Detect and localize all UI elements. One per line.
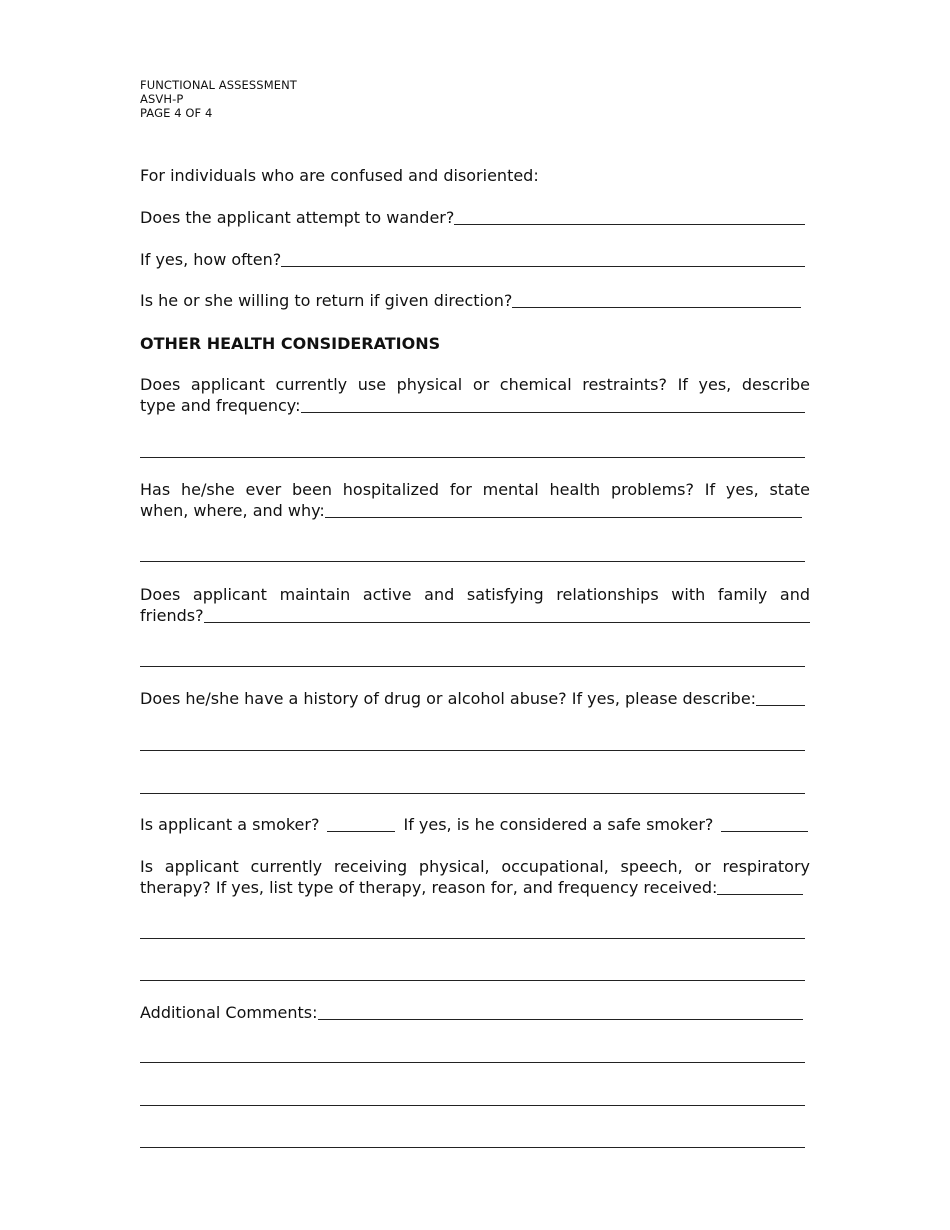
drug-extra-line-2[interactable] — [140, 792, 805, 794]
hospital-question-line2 — [140, 500, 802, 521]
return-label: Is he or she willing to return if given direction? — [140, 291, 513, 310]
drug-question — [140, 688, 805, 709]
form-header — [140, 78, 297, 120]
comments-extra-line-2[interactable] — [140, 1104, 805, 1106]
therapy-question-line2 — [140, 877, 803, 898]
therapy-extra-line-1[interactable] — [140, 937, 805, 939]
smoker-answer-field[interactable] — [327, 815, 395, 832]
smoker-question — [140, 814, 808, 835]
drug-extra-line-1[interactable] — [140, 749, 805, 751]
section-heading: OTHER HEALTH CONSIDERATIONS — [140, 334, 441, 353]
safe-smoker-answer-field[interactable] — [721, 815, 808, 832]
restraints-extra-line[interactable] — [140, 456, 805, 458]
wander-question — [140, 207, 805, 228]
restraints-question-line1: Does applicant currently use physical or chemical restraints? If yes, describe — [140, 375, 810, 394]
how-often-label: If yes, how often? — [140, 250, 282, 269]
comments-answer-field[interactable] — [318, 1003, 803, 1020]
therapy-answer-field[interactable] — [717, 878, 803, 895]
therapy-extra-line-2[interactable] — [140, 979, 805, 981]
therapy-label: therapy? If yes, list type of therapy, reason for, and frequency received: — [140, 878, 718, 897]
return-question — [140, 290, 801, 311]
how-often-question — [140, 249, 805, 270]
hospital-question-line1: Has he/she ever been hospitalized for mental health problems? If yes, state — [140, 480, 810, 499]
restraints-label: type and frequency: — [140, 396, 301, 415]
drug-answer-field[interactable] — [756, 689, 805, 706]
relationships-question-line2 — [140, 605, 810, 626]
page-number: PAGE 4 OF 4 — [140, 106, 213, 120]
comments-extra-line-3[interactable] — [140, 1146, 805, 1148]
relationships-label: friends? — [140, 606, 204, 625]
relationships-question-line1: Does applicant maintain active and satisfying relationships with family and — [140, 585, 810, 604]
hospital-answer-field[interactable] — [325, 501, 802, 518]
comments-row — [140, 1002, 803, 1023]
form-code: ASVH-P — [140, 92, 184, 106]
how-often-answer-field[interactable] — [281, 250, 805, 267]
wander-label: Does the applicant attempt to wander? — [140, 208, 455, 227]
relationships-answer-field[interactable] — [204, 606, 810, 623]
wander-answer-field[interactable] — [454, 208, 805, 225]
hospital-label: when, where, and why: — [140, 501, 325, 520]
drug-label: Does he/she have a history of drug or alcohol abuse? If yes, please describe: — [140, 689, 757, 708]
return-answer-field[interactable] — [512, 291, 801, 308]
form-title: FUNCTIONAL ASSESSMENT — [140, 78, 297, 92]
restraints-question-line2 — [140, 395, 805, 416]
relationships-extra-line[interactable] — [140, 665, 805, 667]
smoker-label: Is applicant a smoker? — [140, 815, 320, 834]
restraints-answer-field[interactable] — [301, 396, 806, 413]
comments-extra-line-1[interactable] — [140, 1061, 805, 1063]
safe-smoker-label: If yes, is he considered a safe smoker? — [403, 815, 714, 834]
confused-intro: For individuals who are confused and disoriented: — [140, 166, 539, 185]
therapy-question-line1: Is applicant currently receiving physical, occupational, speech, or respiratory — [140, 857, 810, 876]
comments-label: Additional Comments: — [140, 1003, 318, 1022]
hospital-extra-line[interactable] — [140, 560, 805, 562]
